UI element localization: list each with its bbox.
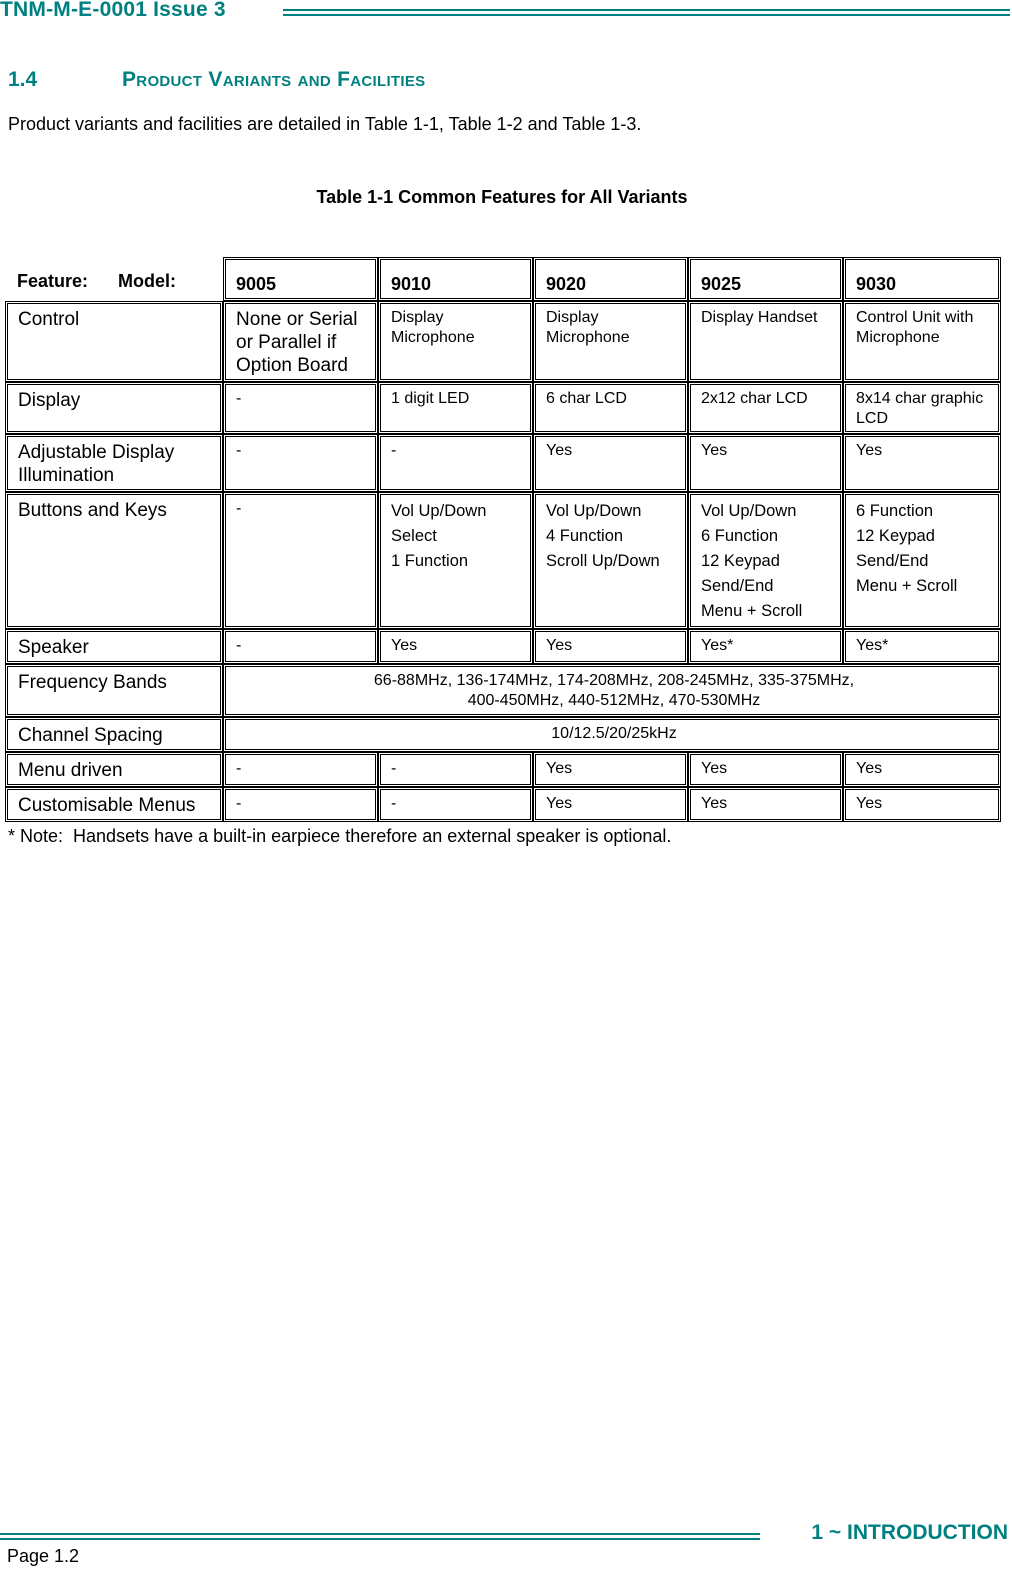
table-cell [378, 492, 533, 629]
table-row [5, 382, 1001, 434]
cell-line: Send/End [701, 577, 774, 595]
cell-line: Scroll Up/Down [546, 552, 660, 570]
table-header-row [5, 257, 1001, 301]
table-cell [843, 492, 1001, 629]
cell-line: 12 Keypad [701, 552, 780, 570]
table-footnote [8, 826, 671, 847]
feature-model-header [5, 257, 223, 301]
table-cell: Yes [533, 629, 688, 664]
table-row [5, 752, 1001, 787]
table-row [5, 492, 1001, 629]
note-text: Handsets have a built-in earpiece therefore an external speaker is optional. [73, 826, 672, 846]
table-cell: Yes [533, 787, 688, 822]
feature-label: Feature: [17, 271, 89, 291]
model-header: 9030 [843, 257, 1001, 301]
table-cell [533, 492, 688, 629]
channel-spacing-cell: 10/12.5/20/25kHz [223, 717, 1001, 752]
frequency-bands-cell [223, 664, 1001, 717]
cell-line: 66-88MHz, 136-174MHz, 174-208MHz, 208-245MHz, 335-375MHz, [373, 672, 855, 689]
table-caption: Table 1-1 Common Features for All Variants [316, 187, 688, 207]
document-id: TNM-M-E-0001 Issue 3 [0, 0, 226, 21]
model-header: 9010 [378, 257, 533, 301]
table-row [5, 664, 1001, 717]
table-row [5, 787, 1001, 822]
table-cell: Display Microphone [378, 301, 533, 382]
cell-line: Vol Up/Down [391, 502, 487, 520]
row-label: Adjustable Display Illumination [5, 434, 223, 492]
table-cell: Yes [843, 434, 1001, 492]
table-cell: 6 char LCD [533, 382, 688, 434]
table-cell: Display Handset [688, 301, 843, 382]
table-cell: - [223, 434, 378, 492]
row-label: Channel Spacing [5, 717, 223, 752]
table-cell: 8x14 char graphic LCD [843, 382, 1001, 434]
cell-line: 400-450MHz, 440-512MHz, 470-530MHz [467, 692, 761, 709]
table-cell: Control Unit with Microphone [843, 301, 1001, 382]
row-label: Display [5, 382, 223, 434]
chapter-label: 1 ~ INTRODUCTION [811, 1521, 1008, 1544]
cell-line: Vol Up/Down [701, 502, 797, 520]
row-label: Buttons and Keys [5, 492, 223, 629]
row-label: Frequency Bands [5, 664, 223, 717]
table-row [5, 717, 1001, 752]
table-cell: - [223, 629, 378, 664]
cell-line: 1 Function [391, 552, 469, 570]
model-header: 9005 [223, 257, 378, 301]
table-cell: - [378, 787, 533, 822]
table-cell [688, 492, 843, 629]
footer-rule [0, 1533, 760, 1540]
table-row [5, 434, 1001, 492]
table-cell: 2x12 char LCD [688, 382, 843, 434]
cell-line: Select [391, 527, 437, 545]
model-header: 9020 [533, 257, 688, 301]
table-cell: Yes [843, 752, 1001, 787]
page-number: Page 1.2 [7, 1546, 80, 1566]
cell-line: Menu + Scroll [701, 602, 803, 620]
cell-line: 4 Function [546, 527, 624, 545]
table-cell: - [223, 492, 378, 629]
note-mark: * Note: [8, 826, 64, 846]
cell-line: 6 Function [856, 502, 934, 520]
table-cell: Display Microphone [533, 301, 688, 382]
model-label: Model: [118, 271, 177, 291]
table-cell: Yes* [843, 629, 1001, 664]
table-cell: - [223, 752, 378, 787]
table-cell: Yes [533, 434, 688, 492]
section-number: 1.4 [8, 68, 38, 91]
row-label: Menu driven [5, 752, 223, 787]
table-cell: - [378, 434, 533, 492]
table-cell: - [223, 787, 378, 822]
section-title: Product Variants and Facilities [122, 68, 426, 91]
table-cell: Yes [688, 787, 843, 822]
row-label: Control [5, 301, 223, 382]
table-cell: Yes [688, 752, 843, 787]
table-cell: Yes [843, 787, 1001, 822]
header-rule [283, 9, 1010, 16]
table-cell: None or Serial or Parallel if Option Board [223, 301, 378, 382]
table-cell: 1 digit LED [378, 382, 533, 434]
row-label: Customisable Menus [5, 787, 223, 822]
cell-line: 6 Function [701, 527, 779, 545]
table-cell: Yes [688, 434, 843, 492]
features-table [5, 257, 1001, 822]
intro-paragraph: Product variants and facilities are detailed in Table 1-1, Table 1-2 and Table 1-3. [8, 114, 642, 134]
table-cell: Yes [533, 752, 688, 787]
table-cell: Yes [378, 629, 533, 664]
cell-line: Menu + Scroll [856, 577, 958, 595]
model-header: 9025 [688, 257, 843, 301]
cell-line: 12 Keypad [856, 527, 935, 545]
table-cell: - [223, 382, 378, 434]
row-label: Speaker [5, 629, 223, 664]
table-cell: - [378, 752, 533, 787]
table-row [5, 301, 1001, 382]
table-row [5, 629, 1001, 664]
cell-line: Send/End [856, 552, 929, 570]
table-cell: Yes* [688, 629, 843, 664]
cell-line: Vol Up/Down [546, 502, 642, 520]
section-heading [8, 68, 425, 92]
